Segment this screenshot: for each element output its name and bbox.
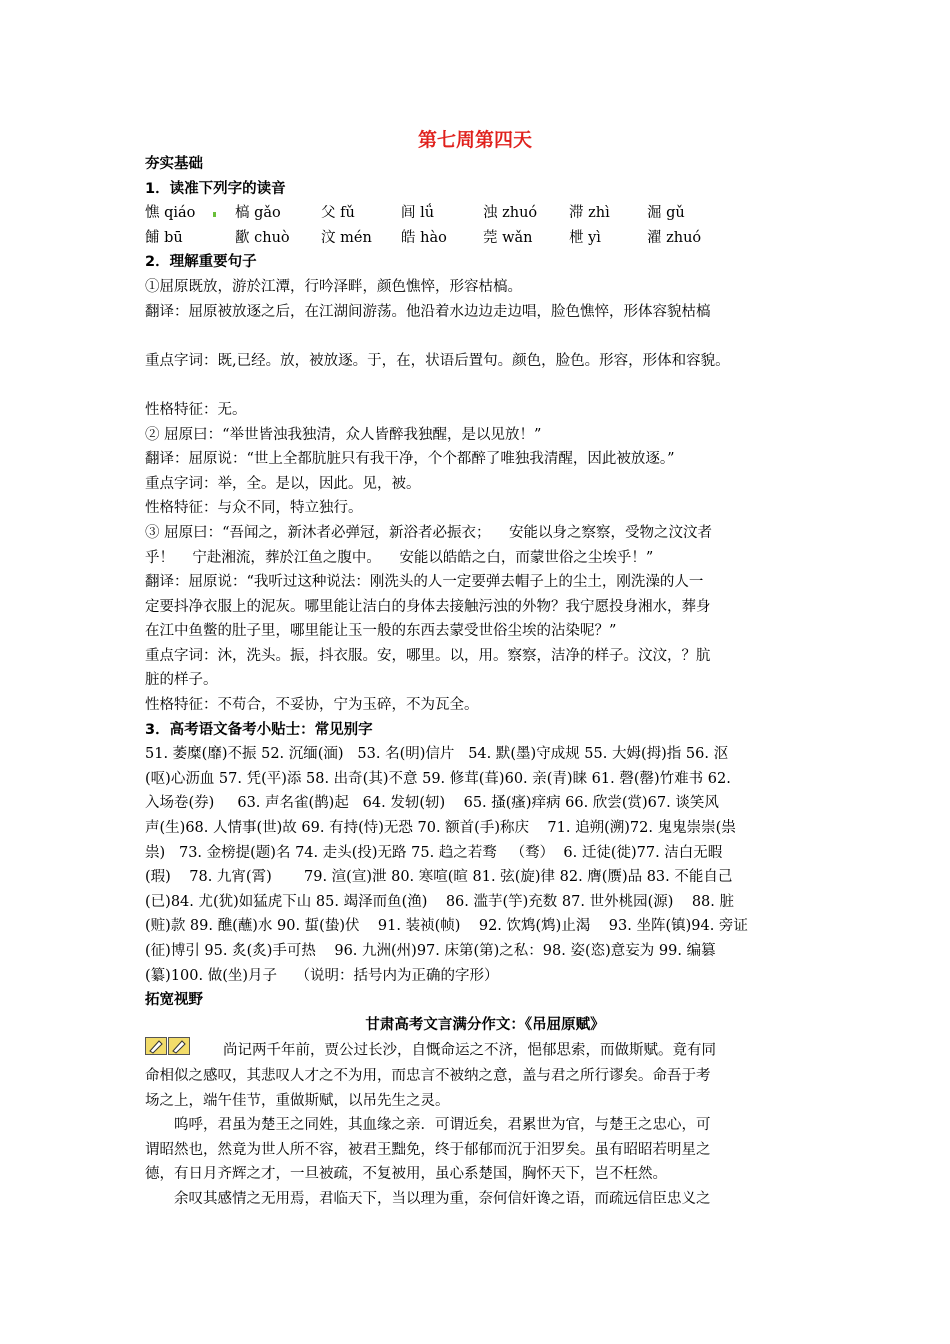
typo-list-line: 声(生)68. 人情事(世)故 69. 有持(恃)无恐 70. 额首(手)称庆 71. 追朔(溯)72. 鬼鬼崇崇(祟 [145, 820, 736, 837]
typo-list-line: 祟) 73. 金榜提(题)名 74. 走头(投)无路 75. 趋之若骛 （骛） 6. 迁徒(徙)77. 洁白无暇 [145, 844, 723, 861]
essay-paragraph-2-line: 呜呼，君虽为楚王之同姓，其血缘之亲．可谓近矣，君累世为官，与楚王之忠心，可 [174, 1117, 711, 1134]
typo-list-line: (呕)心沥血 57. 凭(平)添 58. 出奇(其)不意 59. 修茸(葺)60. 亲(青)睐 61. 磬(罄)竹难书 62. [145, 770, 731, 787]
sentence-1-text: ①屈原既放，游於江潭，行吟泽畔，颜色憔悴，形容枯槁。 [145, 278, 522, 295]
pinyin-row-1 [145, 201, 825, 226]
document-body [145, 152, 825, 1212]
spacer [145, 324, 825, 349]
sentence-2-translation: 翻译：屈原说：“世上全都肮脏只有我干净，个个都醉了唯独我清醒，因此被放逐。” [145, 451, 675, 468]
typo-list-line: 入场卷(券) 63. 声名雀(鹊)起 64. 发轫(轫) 65. 搔(瘙)痒病 66. 欣尝(赏)67. 谈笑风 [145, 795, 719, 812]
pinyin-item: 滞 zhì [569, 205, 610, 222]
typo-list-line: (征)博引 95. 炙(炙)手可热 96. 九洲(州)97. 床第(第)之私：98. 姿(恣)意妄为 99. 编篡 [145, 943, 716, 959]
spacer [145, 373, 825, 398]
typo-list-line: (纂)100. 做(坐)月子 （说明：括号内为正确的字形） [145, 967, 499, 984]
typo-list-line: (赃)款 89. 醮(蘸)水 90. 蜇(蛰)伏 91. 装祯(帧) 92. 饮鸩(鸩)止渴 93. 坐阵(镇)94. 旁证 [145, 918, 748, 935]
section-heading-broaden: 拓宽视野 [145, 992, 203, 1009]
sentence-3-keywords-line: 脏的样子。 [145, 672, 218, 689]
sentence-3-text-line: ③ 屈原曰：“吾闻之，新沐者必弹冠，新浴者必振衣； 安能以身之察察，受物之汶汶者 [145, 524, 712, 541]
pencil-icon [145, 1037, 191, 1064]
essay-paragraph-2-line: 谓昭然也，然竟为世人所不容，被君王黜免，终于郁郁而沉于汨罗矣。虽有昭昭若明星之 [145, 1141, 711, 1158]
question-1-heading: 1．读准下列字的读音 [145, 180, 286, 197]
pinyin-item: 濯 zhuó [647, 229, 702, 246]
sentence-1-character: 性格特征：无。 [145, 401, 247, 418]
sentence-3-translation-line: 翻译：屈原说：“我听过这种说法：刚洗头的人一定要弹去帽子上的尘土，刚洗澡的人一 [145, 574, 704, 591]
sentence-2-keywords: 重点字词：举，全。是以，因此。见，被。 [145, 475, 421, 492]
sentence-2-character: 性格特征：与众不同，特立独行。 [145, 500, 363, 517]
pinyin-item: 槁 gǎo [235, 205, 281, 222]
sentence-3-translation-line: 定要抖净衣服上的泥灰。哪里能让洁白的身体去接触污浊的外物？我宁愿投身湘水，葬身 [145, 598, 711, 615]
typo-list-line: 51. 萎糜(靡)不振 52. 沉缅(湎) 53. 名(明)信片 54. 默(墨)守成规 55. 大姆(拇)指 56. 沤 [145, 746, 729, 763]
pinyin-item: 闾 lǘ [401, 205, 435, 222]
sentence-1-translation: 翻译：屈原被放逐之后，在江湖间游荡。他沿着水边边走边唱，脸色憔悴，形体容貌枯槁 [145, 303, 711, 320]
pinyin-item: 餔 bū [145, 229, 183, 246]
pinyin-item: 父 fǔ [321, 205, 355, 222]
typo-list-line: (瑕) 78. 九宵(霄) 79. 渲(宣)泄 80. 寒喧(暄 81. 弦(旋)律 82. 膺(赝)品 83. 不能自己 [145, 869, 733, 886]
sentence-3-keywords-line: 重点字词：沐，洗头。振，抖衣服。安，哪里。以，用。察察，洁净的样子。汶汶，？肮 [145, 647, 711, 664]
essay-paragraph-2-line: 德，有日月齐辉之才，一旦被疏，不复被用，虽心系楚国，胸怀天下，岂不枉然。 [145, 1166, 667, 1183]
page-title: 第七周第四天 [417, 129, 532, 151]
essay-paragraph-3-line: 余叹其感情之无用焉，君临天下，当以理为重，奈何信奸谗之语，而疏远信臣忠义之 [174, 1190, 711, 1207]
essay-title: 甘肃高考文言满分作文：《吊屈原赋》 [365, 1016, 605, 1033]
essay-paragraph-1-line: 命相似之感叹，其悲叹人才之不为用，而忠言不被纳之意，盖与君之所行谬矣。命吾于考 [145, 1067, 711, 1084]
essay-text: 尚记两千年前，贾公过长沙，自慨命运之不济，悒郁思索，而做斯赋。竟有同 [223, 1042, 716, 1059]
essay-paragraph-1-line [145, 1037, 825, 1064]
section-heading-foundation: 夯实基础 [145, 156, 203, 172]
sentence-3-character: 性格特征：不苟合，不妥协，宁为玉碎，不为瓦全。 [145, 697, 479, 714]
pinyin-item: 枻 yì [569, 229, 601, 246]
typo-list-line: (已)84. 尤(犹)如猛虎下山 85. 竭泽而鱼(渔) 86. 滥芋(竽)充数 87. 世外桃园(源) 88. 脏 [145, 893, 735, 910]
pinyin-item: 憔 qiáo [145, 205, 196, 222]
pinyin-item: 莞 wǎn [483, 229, 533, 246]
pinyin-item: 歠 chuò [235, 229, 290, 246]
pinyin-item: 浊 zhuó [483, 205, 538, 222]
pinyin-item: 皓 hào [401, 229, 447, 246]
question-2-heading: 2．理解重要句子 [145, 254, 257, 271]
essay-paragraph-1-line: 场之上，端午佳节，重做斯赋，以吊先生之灵。 [145, 1092, 450, 1109]
pinyin-row-2 [145, 226, 825, 251]
pinyin-item: 汶 mén [321, 229, 372, 246]
sentence-2-text: ② 屈原曰：“举世皆浊我独清，众人皆醉我独醒，是以见放！” [145, 426, 542, 443]
sentence-1-keywords: 重点字词：既,已经。放，被放逐。于，在，状语后置句。颜色，脸色。形容，形体和容貌。 [145, 352, 730, 369]
sentence-3-text-line: 乎！ 宁赴湘流，葬於江鱼之腹中。 安能以皓皓之白，而蒙世俗之尘埃乎！” [145, 549, 654, 566]
sentence-3-translation-line: 在江中鱼鳖的肚子里，哪里能让玉一般的东西去蒙受世俗尘埃的沾染呢？” [145, 623, 617, 640]
question-3-heading: 3．高考语文备考小贴士：常见别字 [145, 721, 373, 738]
pinyin-item: 淈 gǔ [647, 205, 685, 222]
